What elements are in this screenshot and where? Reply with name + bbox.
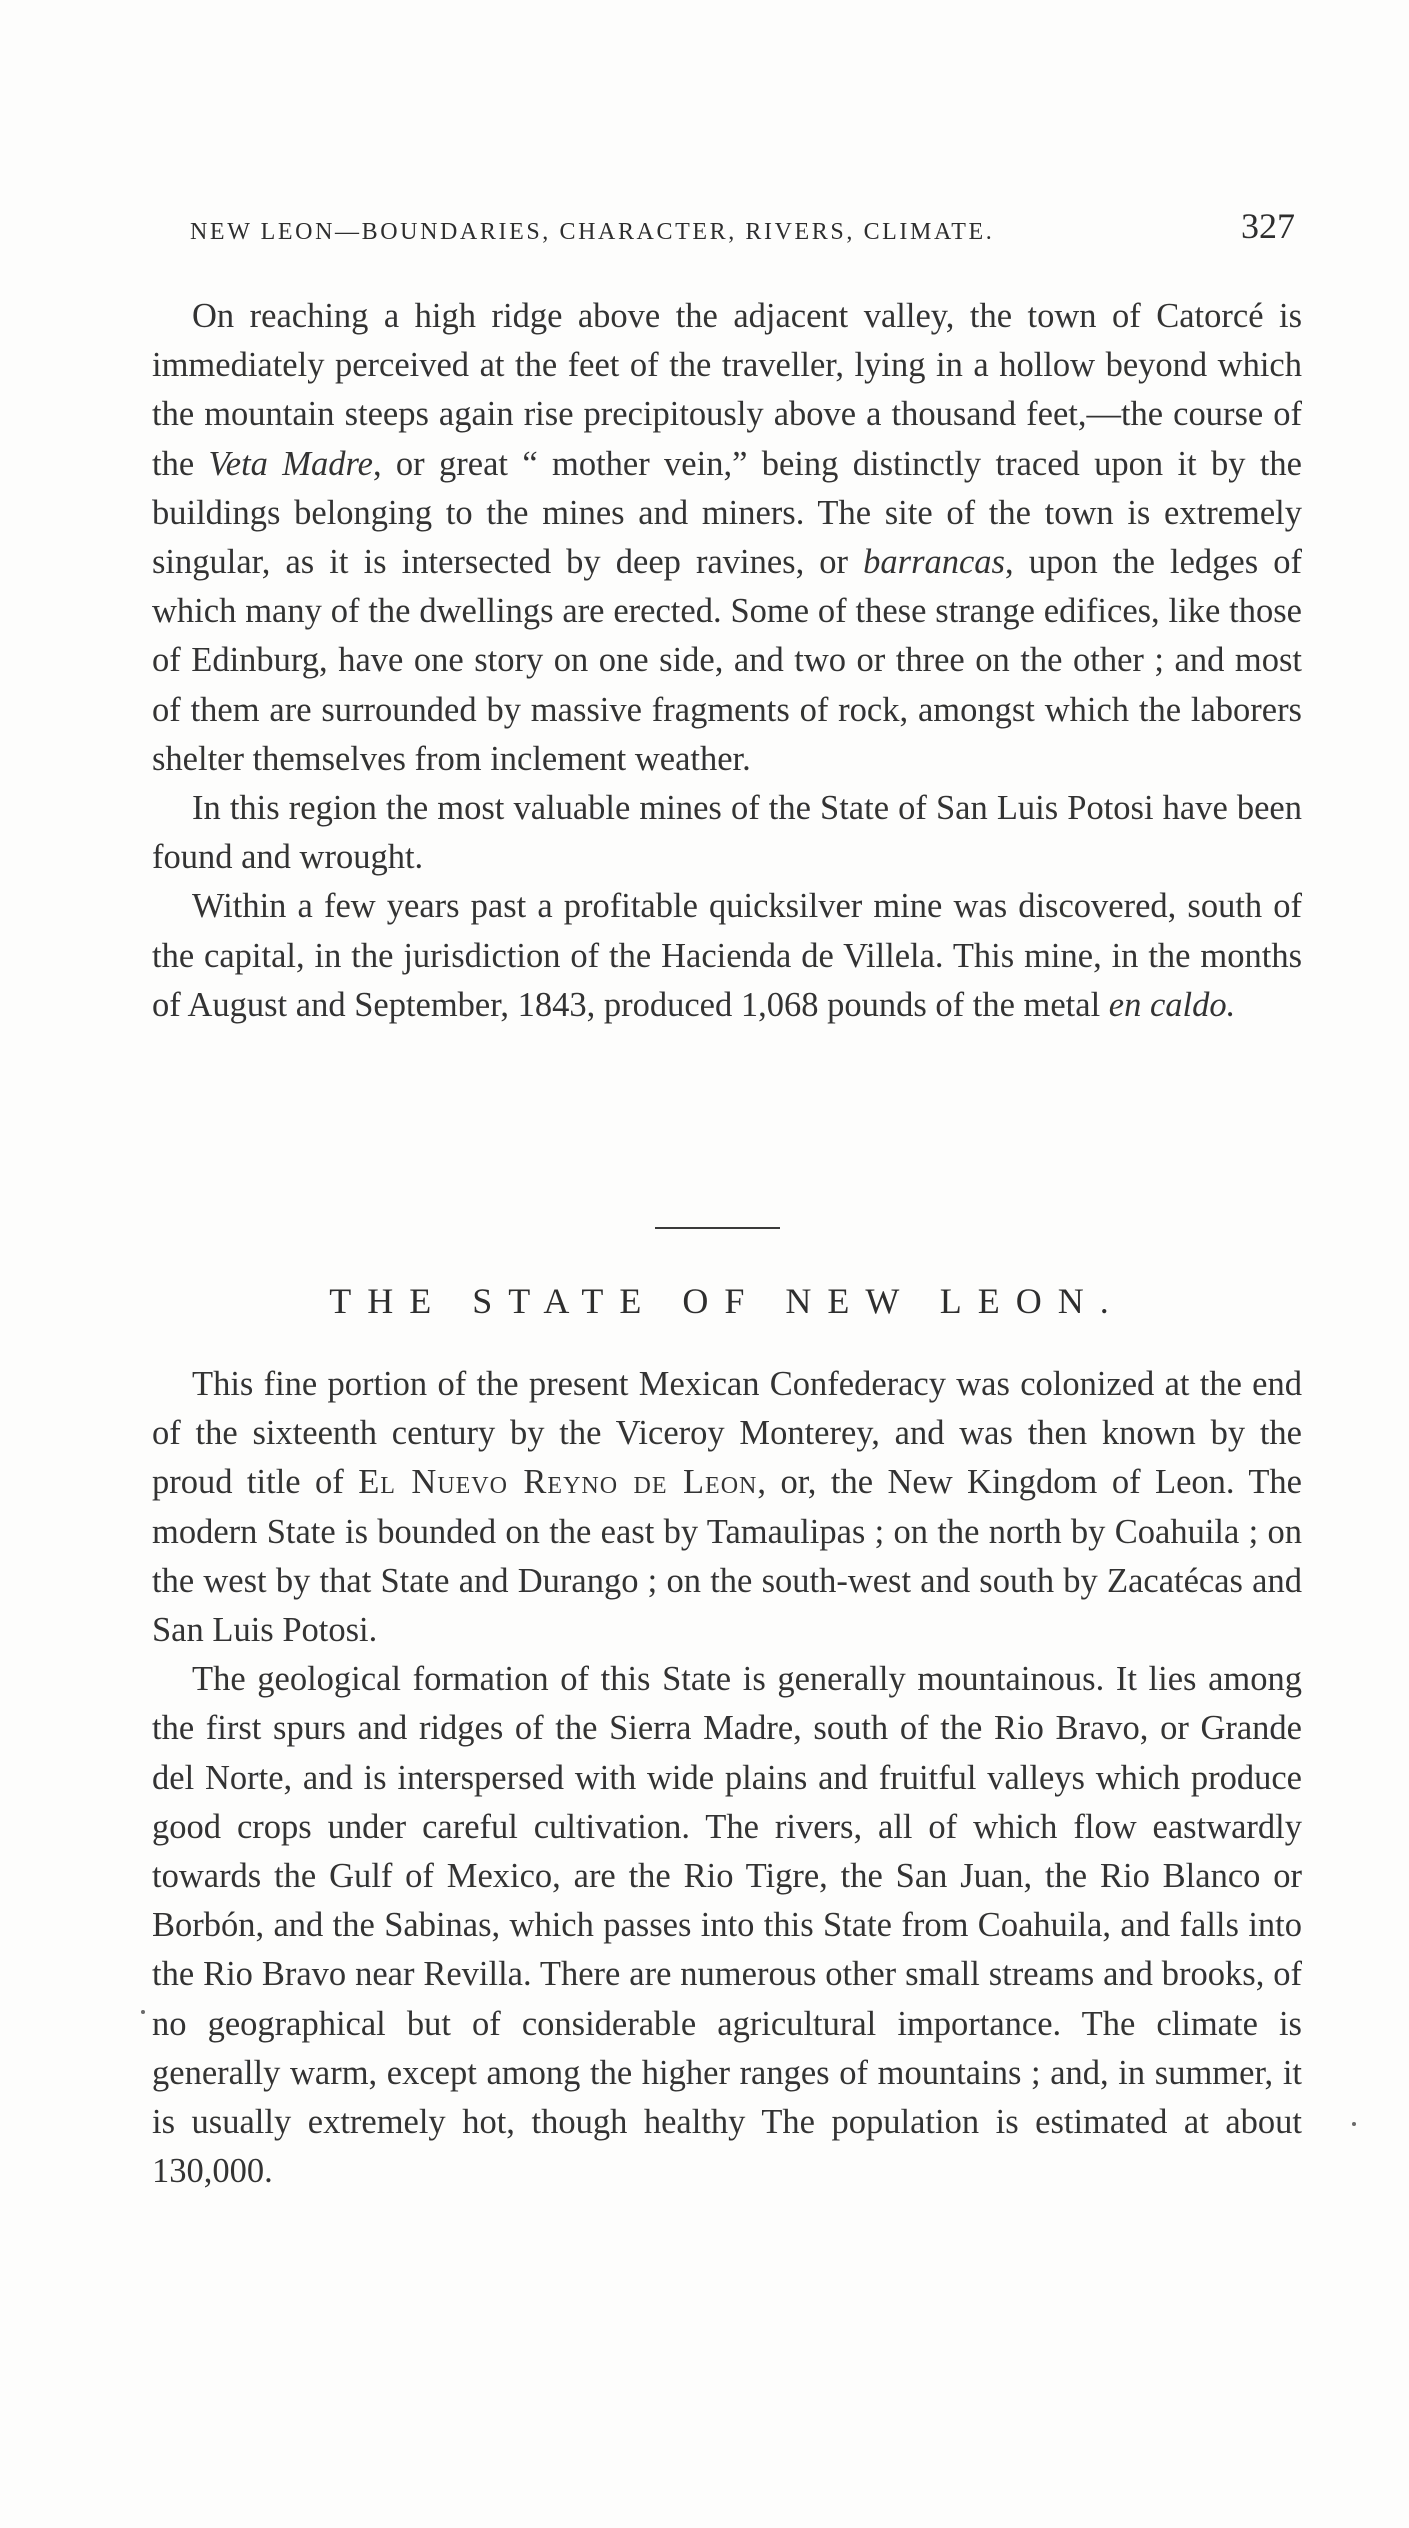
catorce-text-block [152, 292, 1302, 1030]
text-segment: Within a few years past a profitable quicksilver mine was discovered, south of the capital, in the jurisdiction of the Hacienda de Villela. This mine, in the months of August and September, 1843, produced 1,068 pounds of the metal [152, 887, 1302, 1024]
section-heading: THE STATE OF NEW LEON. [329, 1281, 1125, 1321]
text-segment: , or great “ mother vein,” being distinctly traced upon it by the buildings belonging to the mines and miners. The site of the town is extremely singular, as it is intersected by deep ravines, or [152, 444, 1302, 582]
smallcaps-title-el-nuevo-reyno: El Nuevo Reyno de Leon [358, 1463, 758, 1502]
paragraph-catorce [152, 292, 1302, 784]
paragraph-mines [152, 784, 1302, 882]
italic-term-barrancas: barrancas [863, 543, 1005, 582]
text-segment: On reaching a high ridge above the adjacent valley, the town of Catorcé is immediately perceived at the feet of the traveller, lying in a hollow beyond which the mountain steeps again rise precipitously above a thousand feet,—the course of the [152, 297, 1302, 483]
text-segment: , or, the New Kingdom of Leon. The modern State is bounded on the east by Tamaulipas ; on the north by Coahuila ; on the west by that State and Durango ; on the south-west and south by Zacatécas and San Luis Potosi. [152, 1463, 1302, 1650]
new-leon-text-block [152, 1360, 1302, 2196]
text-segment: The geological formation of this State is generally mountainous. It lies among the first spurs and ridges of the Sierra Madre, south of the Rio Bravo, or Grande del Norte, and is interspersed with wide plains and fruitful valleys which produce good crops under careful cultivation. The rivers, all of which flow eastwardly towards the Gulf of Mexico, are the Rio Tigre, the San Juan, the Rio Blanco or Borbón, and the Sabinas, which passes into this State from Coahuila, and falls into the Rio Bravo near Revilla. There are numerous other small streams and brooks, of no geographical but of considerable agricultural importance. The climate is generally warm, except among the higher ranges of mountains ; and, in summer, it is usually extremely hot, though healthy The population is estimated at about 130,000. [152, 1660, 1302, 2191]
running-header [190, 205, 1295, 255]
paragraph-history [152, 1360, 1302, 1655]
text-segment: , upon the ledges of which many of the dwellings are erected. Some of these strange edifices, like those of Edinburg, have one story on one side, and two or three on the other ; and most of them are surrounded by massive fragments of rock, amongst which the laborers shelter themselves from inclement weather. [152, 543, 1302, 778]
page-number: 327 [1241, 206, 1295, 246]
section-divider [655, 1227, 780, 1229]
paper-speck-mark [141, 2010, 145, 2014]
paper-speck-mark [1352, 2122, 1356, 2126]
text-segment: In this region the most valuable mines of the State of San Luis Potosi have been found and wrought. [152, 789, 1302, 877]
paragraph-quicksilver [152, 882, 1302, 1030]
paragraph-geology [152, 1655, 1302, 2196]
running-title: NEW LEON—BOUNDARIES, CHARACTER, RIVERS, CLIMATE. [190, 219, 995, 245]
italic-term-en-caldo: en caldo. [1108, 985, 1236, 1024]
italic-term-veta-madre: Veta Madre [208, 444, 373, 483]
text-segment: This fine portion of the present Mexican Confederacy was colonized at the end of the sixteenth century by the Viceroy Monterey, and was then known by the proud title of [152, 1365, 1302, 1502]
